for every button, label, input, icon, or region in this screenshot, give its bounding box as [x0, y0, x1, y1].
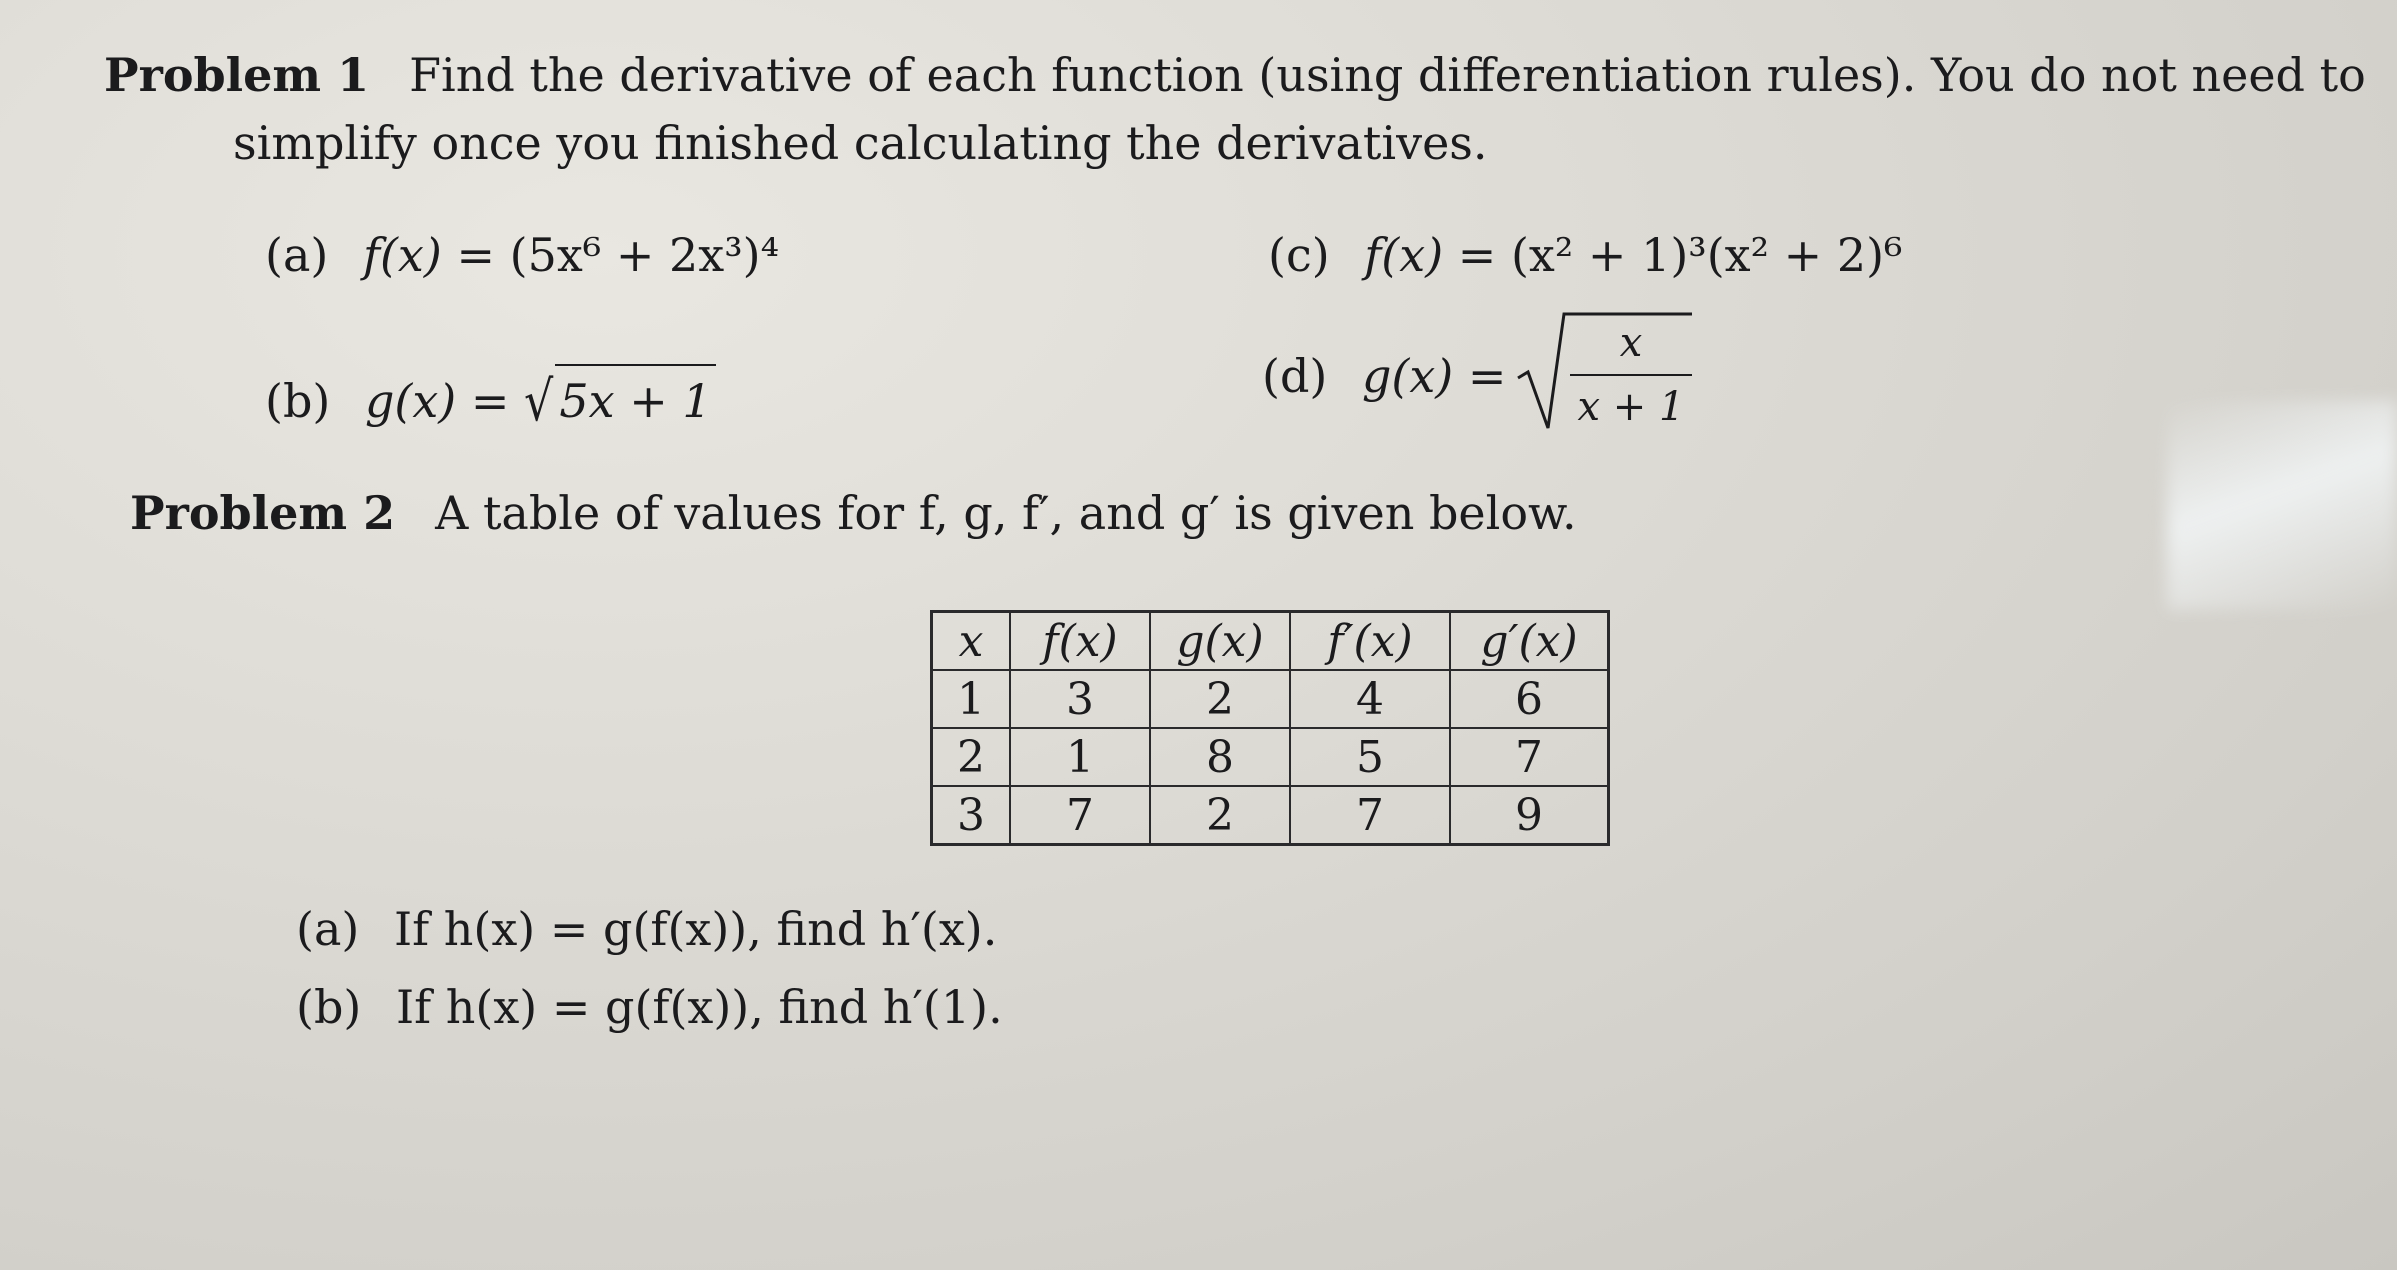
- header-g-prime: g′(x): [1450, 612, 1609, 671]
- function-name: f(x): [1364, 228, 1444, 282]
- problem-1-text-line1: Find the derivative of each function (using differentiation rules). You do not need to: [409, 48, 2366, 102]
- table-row: [932, 728, 1609, 786]
- part-label: (d): [1262, 349, 1328, 403]
- problem-1-statement: [104, 44, 2366, 106]
- table-cell: 6: [1450, 670, 1609, 728]
- table-cell: 9: [1450, 786, 1609, 845]
- values-table: [930, 610, 1610, 846]
- problem-1-part-c: [1268, 224, 1903, 286]
- table-cell: 4: [1290, 670, 1450, 728]
- function-expression: = (x² + 1)³(x² + 2)⁶: [1457, 228, 1903, 282]
- problem-2-part-b: [296, 976, 1003, 1038]
- table-row: [932, 786, 1609, 845]
- table-cell: 5: [1290, 728, 1450, 786]
- table-cell: 2: [1150, 670, 1290, 728]
- header-x: x: [932, 612, 1011, 671]
- part-text: If h(x) = g(f(x)), find h′(x).: [393, 902, 998, 956]
- table-cell: 8: [1150, 728, 1290, 786]
- radicand: 5x + 1: [555, 364, 715, 432]
- part-label: (b): [265, 374, 331, 428]
- problem-2-label: Problem 2: [130, 486, 396, 540]
- table-cell: 7: [1450, 728, 1609, 786]
- fraction-bar: [1570, 374, 1692, 376]
- problem-1-part-b: (b) g(x) = √ 5x + 1: [265, 364, 716, 432]
- table-cell: 2: [932, 728, 1011, 786]
- part-label: (a): [296, 902, 360, 956]
- problem-1-text-line2: simplify once you finished calculating the derivatives.: [233, 116, 1488, 170]
- table-cell: 3: [932, 786, 1011, 845]
- problem-1-part-d: [1262, 345, 1506, 407]
- part-label: (c): [1268, 228, 1330, 282]
- function-name: g(x) =: [1361, 349, 1507, 403]
- problem-1-label: Problem 1: [104, 48, 370, 102]
- denominator: x + 1: [1577, 384, 1685, 430]
- table-cell: 7: [1290, 786, 1450, 845]
- table-cell: 1: [1010, 728, 1150, 786]
- fraction: [1570, 318, 1692, 432]
- table-cell: 1: [932, 670, 1011, 728]
- table-cell: 2: [1150, 786, 1290, 845]
- function-name: f(x): [362, 228, 442, 282]
- problem-2-statement: [130, 482, 1577, 544]
- numerator: x: [1619, 320, 1643, 366]
- table-cell: 7: [1010, 786, 1150, 845]
- table-row: [932, 670, 1609, 728]
- part-text: If h(x) = g(f(x)), find h′(1).: [395, 980, 1003, 1034]
- light-glare: [2167, 400, 2397, 610]
- header-g: g(x): [1150, 612, 1290, 671]
- problem-2-text: A table of values for f, g, f′, and g′ is given below.: [435, 486, 1577, 540]
- function-name: g(x): [364, 374, 457, 428]
- table-header-row: [932, 612, 1609, 671]
- part-label: (b): [296, 980, 362, 1034]
- table-cell: 3: [1010, 670, 1150, 728]
- header-f-prime: f′(x): [1290, 612, 1450, 671]
- part-label: (a): [265, 228, 329, 282]
- header-f: f(x): [1010, 612, 1150, 671]
- square-root: √ 5x + 1: [524, 364, 716, 432]
- function-expression: = (5x⁶ + 2x³)⁴: [456, 228, 780, 282]
- problem-1-part-a: [265, 224, 779, 286]
- problem-2-part-a: [296, 898, 997, 960]
